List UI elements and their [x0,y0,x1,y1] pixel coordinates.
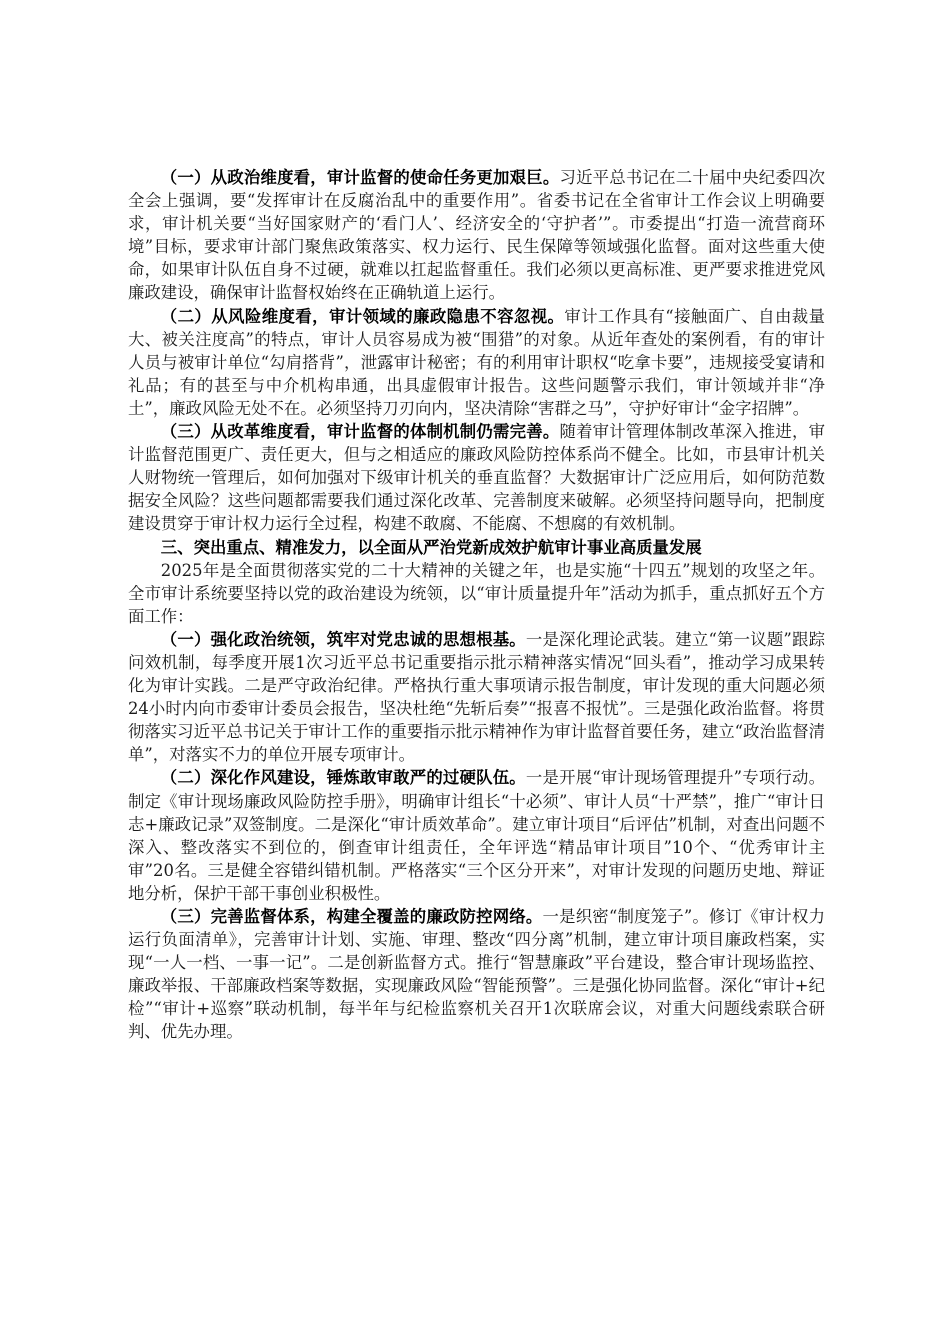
paragraph-body: 一是开展“审计现场管理提升”专项行动。制定《审计现场廉政风险防控手册》，明确审计组长“十必须”、审计人员“十严禁”，推广“审计日志+廉政记录”双签制度。二是深化“审计质效革命”。建立审计项目“后评估”机制，对查出问题不深入、整改落实不到位的，倒查审计组责任，全年评选“精品审计项目”10个、“优秀审计主审”20名。三是健全容错纠错机制。严格落实“三个区分开来”，对审计发现的问题历史地、辩证地分析，保护干部干事创业积极性。 [128,768,825,903]
section-heading: 三、突出重点、精准发力，以全面从严治党新成效护航审计事业高质量发展 [160,537,702,557]
paragraph-body: 一是深化理论武装。建立“第一议题”跟踪问效机制，每季度开展1次习近平总书记重要指示批示精神落实情况“回头看”，推动学习成果转化为审计实践。二是严守政治纪律。严格执行重大事项请示报告制度，审计发现的重大问题必须24小时内向市委审计委员会报告，坚决杜绝“先斩后奏”“报喜不报忧”。三是强化政治监督。将贯彻落实习近平总书记关于审计工作的重要指示批示精神作为审计监督首要任务，建立“政治监督清单”，对落实不力的单位开展专项审计。 [128,629,825,765]
measure-political-leadership [128,628,825,767]
paragraph-lead: （三）从改革维度看，审计监督的体制机制仍需完善。 [160,422,560,442]
paragraph-lead: （二）从风险维度看，审计领域的廉政隐患不容忽视。 [160,306,565,326]
paragraph-body: 审计工作具有“接触面广、自由裁量大、被关注度高”的特点，审计人员容易成为被“围猎”的对象。从近年查处的案例看，有的审计人员与被审计单位“勾肩搭背”，泄露审计秘密；有的利用审计职权“吃拿卡要”，违规接受宴请和礼品；有的甚至与中介机构串通，出具虚假审计报告。这些问题警示我们，审计领域并非“净土”，廉政风险无处不在。必须坚持刀刃向内，坚决清除“害群之马”，守护好审计“金字招牌”。 [128,306,825,418]
paragraph-body: 随着审计管理体制改革深入推进，审计监督范围更广、责任更大，但与之相适应的廉政风险防控体系尚不健全。比如，市县审计机关人财物统一管理后，如何加强对下级审计机关的垂直监督？大数据审计广泛应用后，如何防范数据安全风险？这些问题都需要我们通过深化改革、完善制度来破解。必须坚持问题导向，把制度建设贯穿于审计权力运行全过程，构建不敢腐、不能腐、不想腐的有效机制。 [128,422,826,534]
paragraph-lead: （一）强化政治统领，筑牢对党忠诚的思想根基。 [160,629,526,649]
paragraph-body: 一是织密“制度笼子”。修订《审计权力运行负面清单》，完善审计计划、实施、审理、整改“四分离”机制，建立审计项目廉政档案，实现“一人一档、一事一记”。二是创新监督方式。推行“智慧廉政”平台建设，整合审计现场监控、廉政举报、干部廉政档案等数据，实现廉政风险“智能预警”。三是强化协同监督。深化“审计+纪检”“审计+巡察”联动机制，每半年与纪检监察机关召开1次联席会议，对重大问题线索联合研判、优先办理。 [128,907,825,1042]
paragraph-political-dimension [128,166,825,305]
paragraph-lead: （一）从政治维度看，审计监督的使命任务更加艰巨。 [160,168,560,187]
section-intro: 2025年是全面贯彻落实党的二十大精神的关键之年，也是实施“十四五”规划的攻坚之年。全市审计系统要坚持以党的政治建设为统领，以“审计质量提升年”活动为抓手，重点抓好五个方面工作： [128,560,825,626]
measure-work-style [128,766,825,905]
paragraph-lead: （三）完善监督体系，构建全覆盖的廉政防控网络。 [160,907,543,926]
paragraph-risk-dimension [128,305,825,420]
paragraph-body: 习近平总书记在二十届中央纪委四次全会上强调，要“发挥审计在反腐治乱中的重要作用”。省委书记在全省审计工作会议上明确要求，审计机关要“当好国家财产的‘看门人’、经济安全的‘守护者’”。市委提出“打造一流营商环境”目标，要求审计部门聚焦政策落实、权力运行、民生保障等领域强化监督。面对这些重大使命，如果审计队伍自身不过硬，就难以扛起监督重任。我们必须以更高标准、更严要求推进党风廉政建设，确保审计监督权始终在正确轨道上运行。 [128,168,826,303]
measure-supervision-system [128,905,825,1044]
paragraph-reform-dimension [128,420,825,535]
document-page [128,166,825,1044]
paragraph-lead: （二）深化作风建设，锤炼敢审敢严的过硬队伍。 [160,768,526,788]
